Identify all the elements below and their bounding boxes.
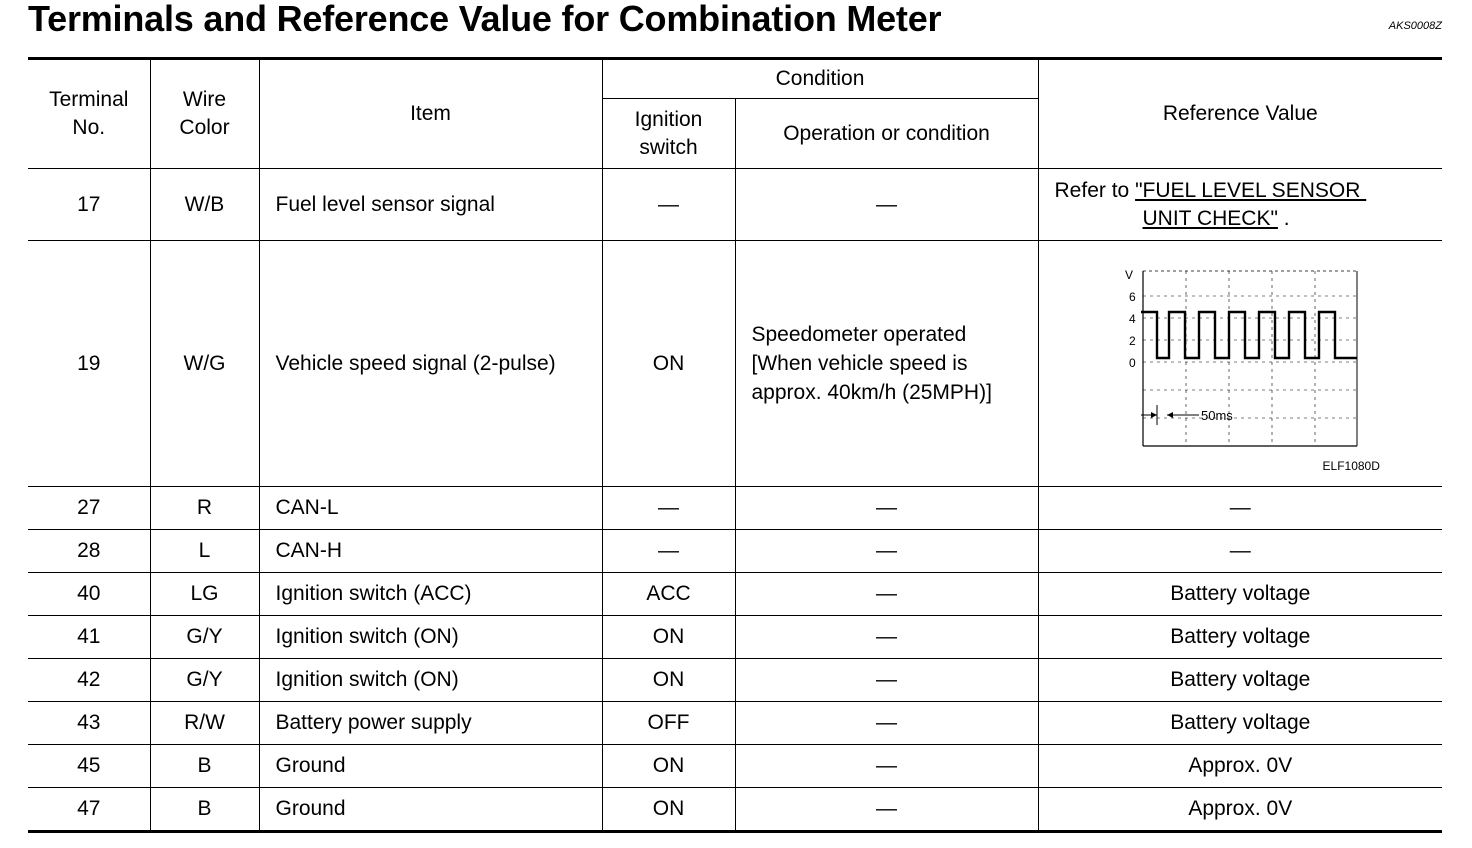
waveform-diagram [1039, 241, 1443, 486]
ignition-cell: ON [602, 659, 735, 702]
table-row [28, 487, 1442, 530]
terminal-cell: 47 [28, 788, 150, 832]
item-cell: CAN-H [259, 530, 602, 573]
figure-code: ELF1080D [1322, 459, 1380, 473]
operation-line: Speedometer operated [751, 323, 967, 346]
ignition-cell: ON [602, 745, 735, 788]
table-row [28, 241, 1442, 487]
operation-cell: — [735, 487, 1038, 530]
reference-cell: Battery voltage [1038, 573, 1442, 616]
y-tick-label: 2 [1128, 334, 1136, 348]
square-wave [1141, 312, 1357, 358]
refer-suffix: . [1277, 206, 1290, 230]
terminal-cell: 28 [28, 530, 150, 573]
reference-cell: Battery voltage [1038, 616, 1442, 659]
header-wire-color: Wire Color [150, 59, 259, 169]
item-cell: CAN-L [259, 487, 602, 530]
terminal-cell: 40 [28, 573, 150, 616]
table-row [28, 169, 1442, 241]
wire-color-cell: R/W [150, 702, 259, 745]
reference-cell [1038, 241, 1442, 487]
terminal-cell: 19 [28, 241, 150, 487]
reference-cell: Approx. 0V [1038, 788, 1442, 832]
table-row [28, 745, 1442, 788]
ignition-cell: ON [602, 616, 735, 659]
ignition-cell: — [602, 487, 735, 530]
ignition-cell: OFF [602, 702, 735, 745]
wire-color-cell: LG [150, 573, 259, 616]
table-row [28, 702, 1442, 745]
table-row [28, 788, 1442, 832]
page-title: Terminals and Reference Value for Combination Meter [28, 0, 942, 39]
wire-color-cell: L [150, 530, 259, 573]
ignition-cell: ACC [602, 573, 735, 616]
terminal-cell: 45 [28, 745, 150, 788]
reference-cell [1038, 169, 1442, 241]
period-label: 50ms [1200, 408, 1233, 423]
ignition-cell: ON [602, 241, 735, 487]
y-axis-label: V [1124, 268, 1133, 282]
period-arrow-head [1167, 412, 1173, 418]
ignition-cell: — [602, 169, 735, 241]
item-cell: Fuel level sensor signal [259, 169, 602, 241]
operation-line: approx. 40km/h (25MPH)] [751, 381, 992, 404]
waveform-figure [1039, 241, 1443, 486]
operation-cell: — [735, 745, 1038, 788]
terminal-cell: 17 [28, 169, 150, 241]
header-ignition-switch: Ignition switch [602, 99, 735, 169]
operation-cell: — [735, 573, 1038, 616]
y-tick-label: 4 [1128, 312, 1136, 326]
fuel-level-sensor-link[interactable]: "FUEL LEVEL SENSOR [1135, 178, 1367, 202]
operation-cell [735, 241, 1038, 487]
unit-check-link[interactable]: UNIT CHECK" [1142, 206, 1278, 230]
reference-cell: Approx. 0V [1038, 745, 1442, 788]
table-row [28, 573, 1442, 616]
terminal-cell: 27 [28, 487, 150, 530]
period-arrow-head [1151, 412, 1157, 418]
terminal-cell: 41 [28, 616, 150, 659]
wire-color-cell: R [150, 487, 259, 530]
operation-cell: — [735, 530, 1038, 573]
refer-to-text: Refer to [1054, 178, 1136, 202]
reference-cell: Battery voltage [1038, 659, 1442, 702]
wire-color-cell: G/Y [150, 616, 259, 659]
y-tick-label: 6 [1128, 290, 1136, 304]
wire-color-cell: W/B [150, 169, 259, 241]
header-item: Item [259, 59, 602, 169]
operation-cell: — [735, 659, 1038, 702]
terminal-cell: 42 [28, 659, 150, 702]
item-cell: Ground [259, 788, 602, 832]
header-operation: Operation or condition [735, 99, 1038, 169]
operation-cell: — [735, 788, 1038, 832]
header-reference-value: Reference Value [1038, 59, 1442, 169]
wire-color-cell: W/G [150, 241, 259, 487]
item-cell: Ignition switch (ACC) [259, 573, 602, 616]
item-cell: Battery power supply [259, 702, 602, 745]
ignition-cell: ON [602, 788, 735, 832]
item-cell: Ignition switch (ON) [259, 616, 602, 659]
terminal-cell: 43 [28, 702, 150, 745]
reference-cell: — [1038, 530, 1442, 573]
operation-cell: — [735, 169, 1038, 241]
reference-cell: — [1038, 487, 1442, 530]
wire-color-cell: G/Y [150, 659, 259, 702]
item-cell: Vehicle speed signal (2-pulse) [259, 241, 602, 487]
table-row [28, 659, 1442, 702]
ignition-cell: — [602, 530, 735, 573]
y-tick-label: 0 [1128, 356, 1136, 370]
operation-cell: — [735, 702, 1038, 745]
item-cell: Ignition switch (ON) [259, 659, 602, 702]
terminal-table [28, 57, 1442, 833]
item-cell: Ground [259, 745, 602, 788]
operation-line: [When vehicle speed is [751, 352, 968, 375]
wire-color-cell: B [150, 788, 259, 832]
table-row [28, 616, 1442, 659]
table-row [28, 530, 1442, 573]
operation-cell: — [735, 616, 1038, 659]
header-terminal-no: Terminal No. [28, 59, 150, 169]
wire-color-cell: B [150, 745, 259, 788]
header-condition: Condition [602, 59, 1038, 99]
reference-cell: Battery voltage [1038, 702, 1442, 745]
reference-code: AKS0008Z [1388, 20, 1442, 32]
